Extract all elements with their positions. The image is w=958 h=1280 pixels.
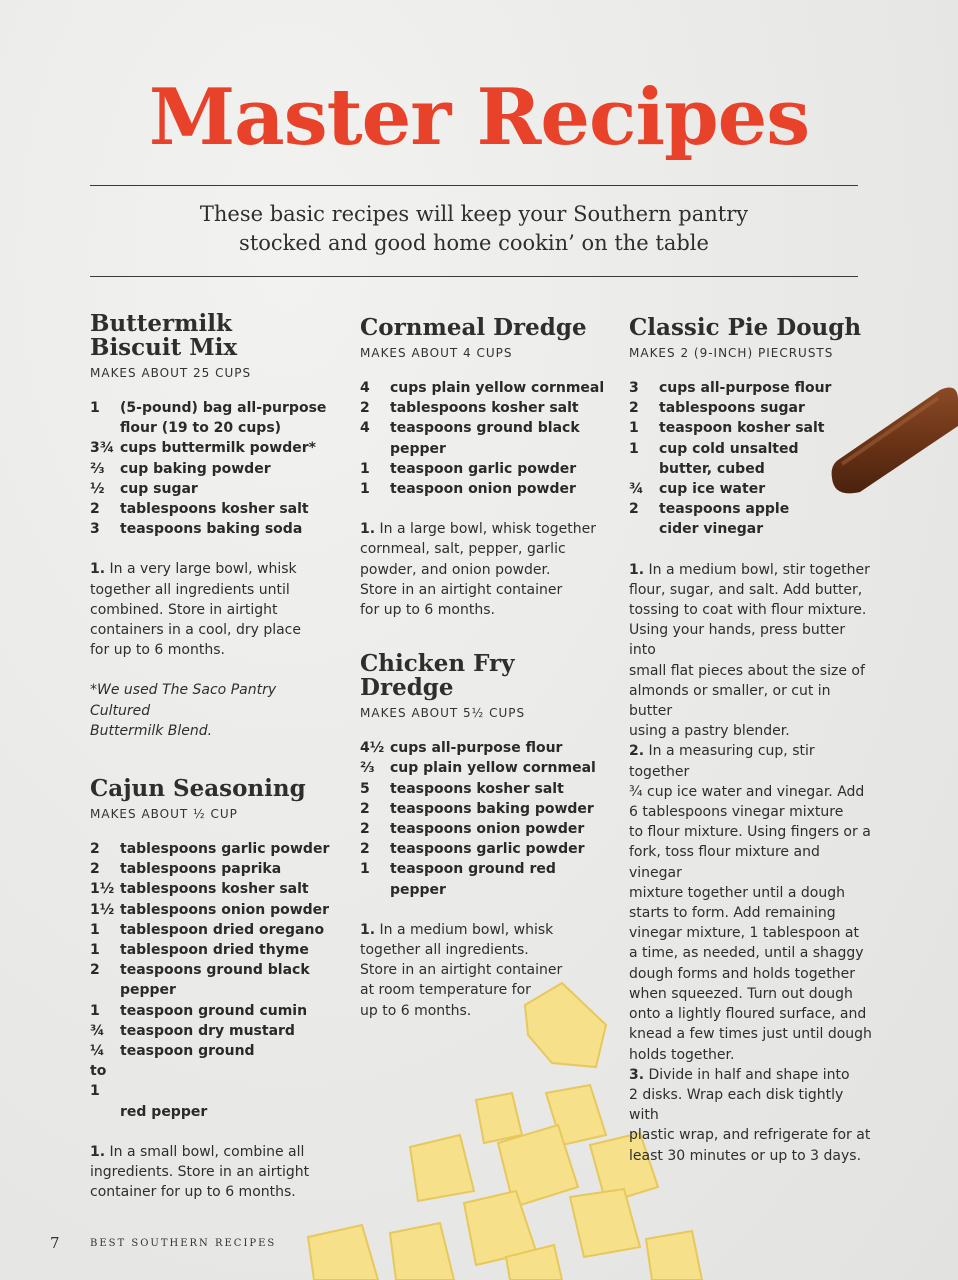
step-text: container for up to 6 months. (90, 1184, 296, 1201)
instruction-step (90, 559, 340, 660)
ingredient-text: pepper (120, 982, 176, 999)
ingredient-text: teaspoon onion powder (390, 481, 576, 498)
ingredient-row (90, 398, 340, 418)
ingredient-text: cups all-purpose flour (390, 740, 563, 757)
ingredient-quantity: 1 (360, 481, 370, 498)
ingredient-quantity: 1 (90, 1002, 100, 1019)
recipe-title: Cajun Seasoning (90, 775, 306, 803)
recipe-column-middle (360, 316, 610, 1021)
ingredient-row (90, 438, 340, 458)
recipe-column-left (90, 312, 340, 1203)
ingredient-text: teaspoon ground red pepper (390, 861, 556, 898)
step-text: Using your hands, press butter into (629, 622, 846, 659)
step-text: ¾ cup ice water and vinegar. Add (629, 783, 865, 800)
ingredient-quantity: 4 (360, 420, 370, 437)
ingredient-quantity: 1 (90, 942, 100, 959)
subtitle-line: stocked and good home cookin’ on the table (239, 231, 709, 255)
step-number: 1. (360, 521, 376, 538)
step-list (90, 1142, 340, 1203)
ingredient-row (629, 418, 874, 438)
ingredient-row (360, 738, 610, 758)
step-text: combined. Store in airtight (90, 601, 278, 618)
recipe-yield: MAKES ABOUT ½ CUP (90, 807, 238, 822)
ingredient-row (360, 398, 610, 418)
recipe-yield: MAKES ABOUT 4 CUPS (360, 346, 513, 360)
step-text: least 30 minutes or up to 3 days. (629, 1147, 862, 1164)
ingredient-row (629, 378, 874, 398)
bottom-divider (90, 276, 858, 277)
recipe-chicken-fry-dredge (360, 652, 610, 1021)
step-text: In a medium bowl, stir together (648, 561, 870, 578)
recipe-classic-pie-dough (629, 316, 874, 1166)
step-list (629, 560, 874, 1166)
butter-cube (410, 1135, 474, 1201)
ingredient-quantity: ½ (90, 480, 105, 497)
ingredient-text: cup ice water (659, 481, 766, 498)
ingredient-text: teaspoons apple (659, 501, 790, 518)
step-text: In a medium bowl, whisk (379, 921, 554, 938)
ingredient-row (90, 859, 340, 879)
ingredient-quantity: 2 (629, 400, 639, 417)
ingredient-quantity: ¼ to 1 (90, 1043, 107, 1100)
ingredient-quantity: 4 (360, 380, 370, 396)
step-text: 2 disks. Wrap each disk tightly with (629, 1086, 844, 1124)
ingredient-quantity: 2 (360, 400, 370, 417)
step-text: dough forms and holds together (629, 965, 855, 982)
ingredient-row (90, 418, 340, 438)
ingredient-list (360, 378, 610, 499)
ingredient-row (90, 900, 340, 920)
step-text: a time, as needed, until a shaggy (629, 945, 864, 962)
ingredient-row (90, 519, 340, 539)
ingredient-row (360, 758, 610, 778)
step-text: holds together. (629, 1046, 735, 1063)
ingredient-row (360, 418, 610, 438)
step-text: for up to 6 months. (90, 642, 225, 659)
ingredient-quantity: 1 (629, 420, 639, 437)
recipe-title: Cornmeal Dredge (360, 314, 587, 341)
step-text: In a small bowl, combine all (109, 1143, 305, 1160)
ingredient-row (360, 779, 610, 799)
ingredient-text: tablespoons paprika (120, 861, 282, 878)
butter-cube (390, 1223, 454, 1280)
ingredient-text: tablespoons kosher salt (120, 881, 309, 898)
ingredient-text: flour (19 to 20 cups) (120, 420, 282, 437)
ingredient-text: butter, cubed (659, 460, 765, 477)
step-text: powder, and onion powder. (360, 561, 551, 578)
ingredient-quantity: 4½ (360, 740, 385, 757)
ingredient-row (629, 499, 874, 519)
step-text: up to 6 months. (360, 1002, 472, 1019)
ingredient-row (629, 459, 874, 479)
ingredient-quantity: 2 (360, 821, 370, 838)
ingredient-quantity (90, 1102, 120, 1122)
step-list (360, 519, 610, 620)
ingredient-text: teaspoons ground black (390, 420, 580, 437)
instruction-step (629, 1065, 874, 1166)
ingredient-text: cup sugar (120, 480, 198, 497)
ingredient-text: teaspoons ground black (120, 962, 310, 979)
ingredient-text: cups all-purpose flour (659, 380, 832, 396)
ingredient-row (629, 479, 874, 499)
ingredient-quantity: 5 (360, 780, 370, 797)
butter-cube (646, 1231, 702, 1280)
butter-cube (308, 1225, 378, 1280)
recipe-footnote: *We used The Saco Pantry Cultured Buttermilk Blend. (90, 682, 277, 739)
ingredient-quantity: 2 (90, 962, 100, 979)
ingredient-row (90, 940, 340, 960)
butter-cube (570, 1189, 640, 1257)
subtitle-line: These basic recipes will keep your Southern pantry (199, 202, 749, 226)
recipe-yield: MAKES ABOUT 25 CUPS (90, 366, 252, 380)
step-text: fork, toss flour mixture and vinegar (629, 844, 820, 881)
ingredient-quantity: 1 (90, 921, 100, 938)
ingredient-text: teaspoon dry mustard (120, 1022, 295, 1039)
ingredient-list (90, 839, 340, 1122)
step-text: starts to form. Add remaining (629, 905, 836, 922)
instruction-step (629, 741, 874, 1064)
step-text: together all ingredients. (360, 942, 529, 959)
step-text: Store in an airtight container (360, 962, 563, 979)
step-text: onto a lightly floured surface, and (629, 1006, 867, 1023)
recipe-title: Buttermilk Biscuit Mix (90, 310, 238, 361)
ingredient-text: red pepper (120, 1103, 208, 1120)
step-number: 3. (629, 1066, 645, 1083)
recipe-yield: MAKES ABOUT 5½ CUPS (360, 706, 526, 721)
recipe-title: Classic Pie Dough (629, 314, 862, 341)
ingredient-row (360, 459, 610, 479)
step-text: In a measuring cup, stir together (629, 743, 815, 780)
ingredient-quantity (90, 980, 120, 1000)
step-text: 6 tablespoons vinegar mixture (629, 804, 844, 821)
ingredient-text: (5-pound) bag all-purpose (120, 400, 327, 416)
ingredient-list (360, 738, 610, 900)
ingredient-text: teaspoons onion powder (390, 821, 585, 838)
page-subtitle (90, 200, 858, 258)
top-divider (90, 185, 858, 186)
step-text: using a pastry blender. (629, 723, 790, 740)
ingredient-text: cup baking powder (120, 460, 271, 477)
ingredient-row (90, 459, 340, 479)
ingredient-text: teaspoon ground (120, 1043, 255, 1060)
ingredient-row (629, 398, 874, 418)
ingredient-quantity: ¾ (90, 1022, 105, 1039)
ingredient-text: pepper (390, 440, 446, 457)
ingredient-row (360, 819, 610, 839)
ingredient-quantity: 2 (90, 501, 100, 518)
ingredient-quantity: 1 (360, 861, 370, 878)
ingredient-quantity: 1½ (90, 901, 115, 918)
ingredient-quantity (629, 459, 659, 479)
page-title: Master Recipes (148, 72, 810, 163)
ingredient-row (360, 439, 610, 459)
step-number: 1. (360, 921, 376, 938)
ingredient-row (90, 920, 340, 940)
instruction-step (360, 920, 610, 1021)
step-text: small flat pieces about the size of (629, 662, 865, 679)
ingredient-row (90, 960, 340, 980)
ingredient-text: teaspoon garlic powder (390, 460, 577, 477)
step-text: In a large bowl, whisk together (379, 521, 596, 538)
instruction-step (90, 1142, 340, 1203)
ingredient-text: teaspoon ground cumin (120, 1002, 308, 1019)
step-text: Divide in half and shape into (648, 1066, 850, 1083)
ingredient-text: teaspoons baking soda (120, 521, 303, 538)
ingredient-text: tablespoons garlic powder (120, 841, 330, 858)
recipe-buttermilk-biscuit-mix (90, 312, 340, 741)
recipe-yield: MAKES 2 (9-INCH) PIECRUSTS (629, 346, 834, 360)
ingredient-row (90, 1001, 340, 1021)
ingredient-quantity: 2 (629, 501, 639, 518)
step-text: knead a few times just until dough (629, 1026, 872, 1043)
ingredient-row (90, 879, 340, 899)
ingredient-list (629, 378, 874, 540)
ingredient-text: teaspoons baking powder (390, 800, 594, 817)
ingredient-quantity: 3 (629, 380, 639, 396)
ingredient-quantity: 1½ (90, 881, 115, 898)
ingredient-quantity (629, 519, 659, 539)
ingredient-quantity: 2 (360, 800, 370, 817)
step-number: 1. (629, 561, 645, 578)
ingredient-text: cups buttermilk powder* (120, 440, 316, 457)
recipe-column-right (629, 316, 874, 1166)
step-text: Store in an airtight container (360, 581, 563, 598)
step-text: ingredients. Store in an airtight (90, 1164, 310, 1181)
ingredient-quantity: ⅔ (360, 760, 375, 777)
ingredient-quantity: 2 (360, 841, 370, 858)
step-number: 1. (90, 561, 106, 578)
ingredient-row (90, 839, 340, 859)
ingredient-row (629, 519, 874, 539)
ingredient-text: cup cold unsalted (659, 440, 799, 457)
step-text: almonds or smaller, or cut in butter (629, 682, 831, 720)
recipe-title: Chicken Fry Dredge (360, 650, 515, 702)
step-list (90, 559, 340, 660)
step-text: at room temperature for (360, 982, 531, 999)
step-text: vinegar mixture, 1 tablespoon at (629, 925, 859, 942)
ingredient-row (90, 1021, 340, 1041)
ingredient-text: tablespoon dried oregano (120, 921, 325, 938)
ingredient-text: tablespoon dried thyme (120, 942, 309, 959)
step-text: cornmeal, salt, pepper, garlic (360, 541, 566, 558)
ingredient-text: tablespoons onion powder (120, 901, 330, 918)
step-text: for up to 6 months. (360, 602, 495, 619)
step-text: together all ingredients until (90, 581, 290, 598)
ingredient-row (360, 378, 610, 398)
ingredient-row (360, 859, 610, 899)
ingredient-quantity: 1 (360, 460, 370, 477)
recipe-cajun-seasoning (90, 777, 340, 1202)
ingredient-quantity: 2 (90, 841, 100, 858)
ingredient-row (360, 839, 610, 859)
ingredient-text: cup plain yellow cornmeal (390, 760, 596, 777)
ingredient-text: teaspoons kosher salt (390, 780, 564, 797)
ingredient-row (90, 1041, 340, 1102)
ingredient-text: cups plain yellow cornmeal (390, 380, 605, 396)
step-text: containers in a cool, dry place (90, 622, 301, 639)
recipe-cornmeal-dredge (360, 316, 610, 620)
publication-name: BEST SOUTHERN RECIPES (90, 1238, 277, 1249)
ingredient-row (360, 479, 610, 499)
page-number: 7 (50, 1234, 60, 1252)
step-text: mixture together until a dough (629, 884, 846, 901)
step-text: when squeezed. Turn out dough (629, 985, 853, 1002)
ingredient-row (90, 499, 340, 519)
ingredient-text: tablespoons sugar (659, 400, 805, 417)
step-number: 1. (90, 1143, 106, 1160)
ingredient-text: tablespoons kosher salt (120, 501, 309, 518)
ingredient-text: teaspoons garlic powder (390, 841, 585, 858)
ingredient-row (629, 439, 874, 459)
ingredient-row (90, 1102, 340, 1122)
ingredient-quantity: 3 (90, 521, 100, 538)
step-number: 2. (629, 743, 645, 760)
butter-cube (476, 1093, 522, 1143)
ingredient-list (90, 398, 340, 539)
step-text: flour, sugar, and salt. Add butter, (629, 581, 863, 598)
ingredient-text: cider vinegar (659, 521, 764, 538)
ingredient-text: teaspoon kosher salt (659, 420, 825, 437)
ingredient-row (360, 799, 610, 819)
step-text: plastic wrap, and refrigerate for at (629, 1127, 871, 1144)
ingredient-quantity: 1 (90, 400, 100, 416)
step-text: In a very large bowl, whisk (109, 561, 297, 578)
ingredient-quantity (360, 439, 390, 459)
step-list (360, 920, 610, 1021)
ingredient-quantity: ¾ (629, 481, 644, 498)
ingredient-text: tablespoons kosher salt (390, 400, 579, 417)
step-text: tossing to coat with flour mixture. (629, 602, 867, 619)
ingredient-row (90, 980, 340, 1000)
instruction-step (360, 519, 610, 620)
ingredient-row (90, 479, 340, 499)
ingredient-quantity: 3¾ (90, 440, 115, 457)
ingredient-quantity: 1 (629, 440, 639, 457)
step-text: to flour mixture. Using fingers or a (629, 824, 871, 841)
instruction-step (629, 560, 874, 742)
ingredient-quantity: ⅔ (90, 460, 105, 477)
ingredient-quantity (90, 418, 120, 438)
ingredient-quantity: 2 (90, 861, 100, 878)
